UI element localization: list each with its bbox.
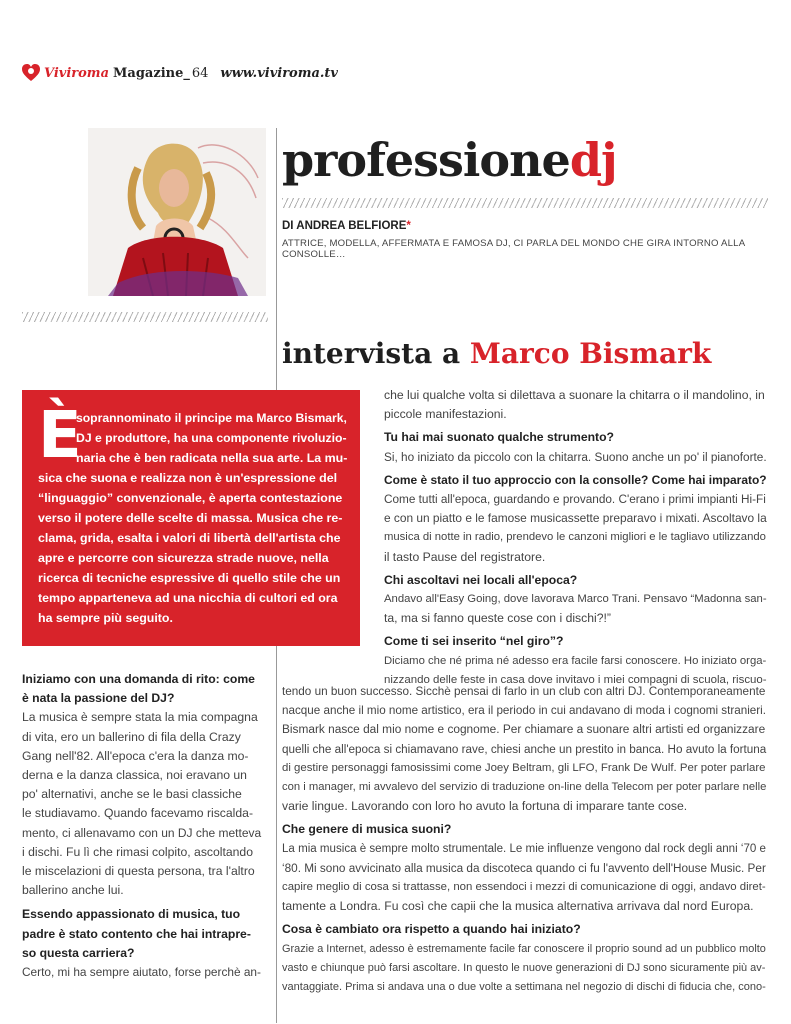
- intro-line: apre e percorre con sicurezza strade nuove, nella: [38, 551, 329, 565]
- interview-name: Marco Bismark: [469, 337, 712, 370]
- intro-line: verso il potere delle scelte di massa. Musica che re-: [38, 511, 343, 525]
- byline-star: *: [406, 220, 411, 232]
- answer-line: nizzando delle feste in casa dove invitavo i miei compagni di scuola, riscuo-: [384, 673, 767, 686]
- question: Come ti sei inserito “nel giro”?: [384, 634, 564, 649]
- answer-line: con i manager, mi avvalevo del servizio di traduzione on-line della Telecom per poter parlare nelle: [282, 781, 767, 794]
- question: Essendo appassionato di musica, tuo: [22, 907, 241, 922]
- page-header: [22, 62, 338, 84]
- answer-line: Bismark nasce dal mio nome e cognome. Per chiamare a suonare altri artisti ed organizzare: [282, 722, 766, 737]
- interview-prefix: intervista a: [282, 337, 461, 370]
- answer-line: i dischi. Fu lì che rimasi colpito, ascoltando: [22, 844, 253, 859]
- answer-line: ‘80. Mi sono avvicinato alla musica da discoteca quando ci fu l'avvento dell'House Music. Per: [282, 861, 766, 875]
- answer-line: Grazie a Internet, adesso è estremamente facile far conoscere il proprio sound ad un pubblico molto: [282, 942, 766, 955]
- left-column: [22, 670, 262, 982]
- title-main: professione: [282, 133, 570, 187]
- answer-line: Andavo all'Easy Going, dove lavorava Marco Trani. Pensavo “Madonna san-: [384, 593, 767, 606]
- answer-line: che lui qualche volta si dilettava a suonare la chitarra o il mandolino, in: [384, 388, 765, 402]
- title-accent: dj: [569, 133, 617, 187]
- answer-line: di vita, ero un ballerino di fila della Crazy: [22, 729, 241, 744]
- answer-line: piccole manifestazioni.: [384, 407, 507, 422]
- dj-photo: [88, 128, 266, 296]
- question: Che genere di musica suoni?: [282, 822, 452, 837]
- answer-line: vasto e chiunque può farsi ascoltare. In questo le nuove generazioni di DJ sono sicuramente più av-: [282, 961, 766, 974]
- answer-line: musica di notte in radio, prendevo le canzoni migliori e le tagliavo utilizzando: [384, 531, 766, 544]
- heart-logo-icon: [22, 63, 40, 83]
- intro-line: clama, grida, esalta i valori di libertà dell'artista che: [38, 531, 341, 545]
- intro-line: soprannominato il principe ma Marco Bismark,: [76, 411, 347, 425]
- answer-line: Come tutti all'epoca, guardando e provando. C'erano i primi impianti Hi-Fi: [384, 493, 766, 507]
- answer-line: e con un piatto e le famose musicassette preparavo i mixati. Ascoltavo la: [384, 511, 767, 526]
- intro-line: DJ e produttore, ha una componente rivoluzio-: [76, 431, 347, 445]
- question: so questa carriera?: [22, 945, 135, 960]
- answer-line: vantaggiate. Prima si andava una o due volte a settimana nel negozio di dischi di fiducia che, cono-: [282, 981, 766, 994]
- site-url[interactable]: www.viviroma.tv: [220, 65, 338, 81]
- intro-line: naria che è ben radicata nella sua arte. La mu-: [76, 451, 348, 465]
- answer-line: Si, ho iniziato da piccolo con la chitarra. Suono anche un po' il pianoforte.: [384, 449, 767, 464]
- answer-line: mento, ci allenavamo con un DJ che metteva: [22, 825, 262, 840]
- answer-line: le miscelazioni di questa persona, tra l'altro: [22, 864, 255, 879]
- question: Tu hai mai suonato qualche strumento?: [384, 430, 615, 445]
- answer-line: di gestire personaggi famosissimi come Joey Beltram, gli LFO, Frank De Wulf. Per poter parlare: [282, 761, 766, 774]
- answer-line: ta, ma si fanno queste cose con i dischi?!”: [384, 611, 611, 626]
- answer-line: il tasto Pause del registratore.: [384, 549, 546, 564]
- intro-line: ricerca di tecniche espressive di quello stile che un: [38, 571, 341, 585]
- answer-line: nacque anche il mio nome artistico, era il periodo in cui andavano di moda i cognomi stranieri.: [282, 704, 766, 718]
- answer-line: capire meglio di cosa si trattasse, non essendoci i mezzi di comunicazione di oggi, andavo diret-: [282, 881, 766, 894]
- answer-line: quelli che all'epoca si chiamavano rave, chiesi anche un prestito in banca. Ho avuto la fortuna: [282, 742, 767, 756]
- question: è nata la passione del DJ?: [22, 691, 175, 706]
- answer-line: Certo, mi ha sempre aiutato, forse perchè an-: [22, 965, 261, 980]
- answer-line: La musica è sempre stata la mia compagna: [22, 710, 258, 725]
- answer-line: po' alternativi, anche se le basi classiche: [22, 787, 242, 802]
- magazine-label: Magazine_: [113, 65, 190, 81]
- page-number: 64: [191, 65, 209, 81]
- intro-line: sica che suona e realizza non è un'espressione del: [38, 471, 338, 485]
- intro-line: tempo apparteneva ad una nicchia di cultori ed ora: [38, 591, 338, 605]
- answer-line: tamente a Londra. Fu così che capii che la musica alternativa arrivava dal nord Europa.: [282, 899, 754, 914]
- article-subtitle: ATTRICE, MODELLA, AFFERMATA E FAMOSA DJ, CI PARLA DEL MONDO CHE GIRA INTORNO ALLA CONSOLLE…: [282, 238, 745, 260]
- right-column-top: [384, 386, 768, 690]
- question: Cosa è cambiato ora rispetto a quando hai iniziato?: [282, 922, 581, 937]
- right-column-bottom: [282, 682, 768, 997]
- question: padre è stato contento che hai intrapre-: [22, 926, 251, 941]
- question: Come è stato il tuo approccio con la consolle? Come hai imparato?: [384, 472, 767, 487]
- answer-line: ballerino anche lui.: [22, 883, 124, 898]
- answer-line: derna e la danza classica, noi eravano un: [22, 768, 247, 783]
- interview-heading: [282, 334, 711, 374]
- brand-name: Viviroma: [44, 65, 109, 81]
- hatch-divider: [282, 198, 768, 208]
- question: Iniziamo con una domanda di rito: come: [22, 672, 255, 686]
- answer-line: tendo un buon successo. Sicchè pensai di farlo in un club con altri DJ. Contemporaneamente: [282, 685, 766, 698]
- question: Chi ascoltavi nei locali all'epoca?: [384, 572, 578, 587]
- byline: [282, 220, 411, 232]
- answer-line: La mia musica è sempre molto strumentale. Le mie influenze vengono dal rock degli anni ‘70 e: [282, 842, 766, 855]
- answer-line: le studiavamo. Quando facevamo riscalda-: [22, 806, 254, 821]
- byline-author: DI ANDREA BELFIORE: [282, 220, 407, 232]
- answer-line: Diciamo che né prima né adesso era facile farsi conoscere. Ho iniziato orga-: [384, 654, 767, 667]
- article-title: [282, 132, 617, 188]
- drop-cap: È: [38, 399, 82, 473]
- intro-line: ha sempre più seguito.: [38, 611, 173, 625]
- intro-line: “linguaggio” convenzionale, è aperta contestazione: [38, 491, 343, 505]
- answer-line: varie lingue. Lavorando con loro ho avuto la fortuna di imparare tante cose.: [282, 799, 688, 814]
- answer-line: Gang nell'82. All'epoca c'era la danza mo-: [22, 748, 249, 763]
- hatch-divider-left: [22, 312, 268, 322]
